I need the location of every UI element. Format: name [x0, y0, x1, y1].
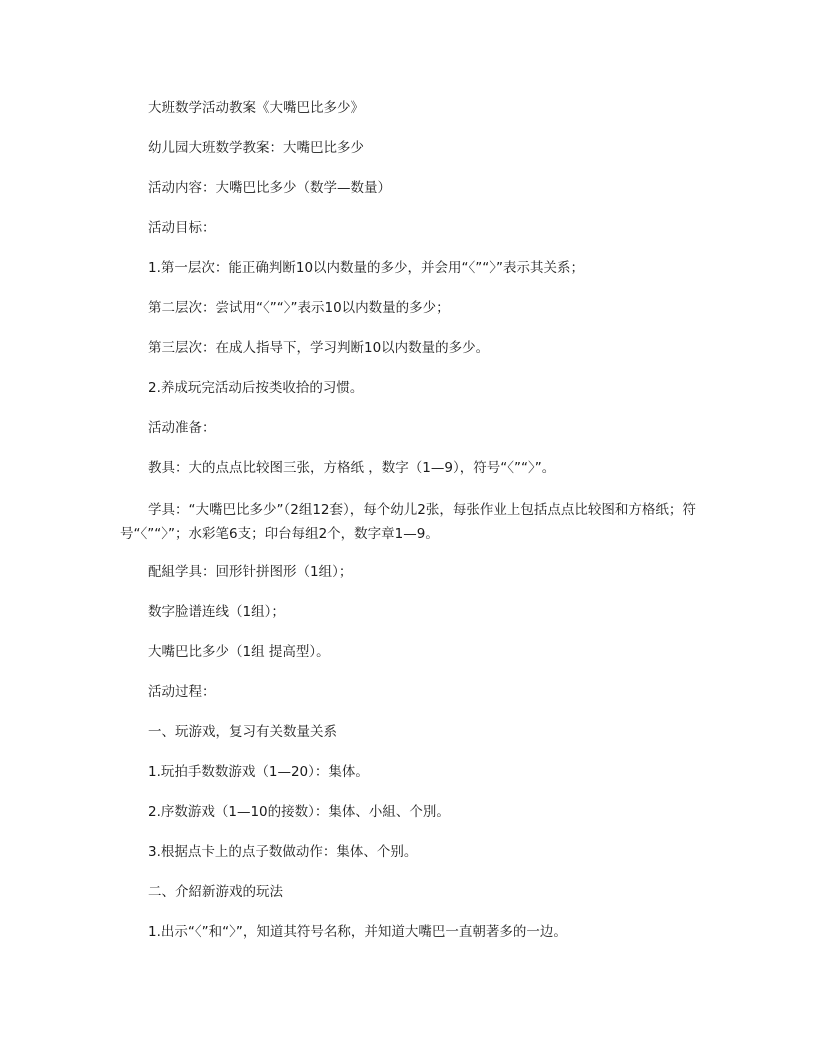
goal-level-two-paragraph: 第二层次：尝试用“〈”“〉”表示10以内数量的多少； [148, 300, 450, 316]
goal-level-one-paragraph: 1.第一层次：能正确判断10以内数量的多少，并会用“〈”“〉”表示其关系； [148, 260, 585, 276]
section-two-heading: 二、介紹新游戏的玩法 [148, 884, 283, 900]
teaching-aids-paragraph: 教具：大的点点比较图三张，方格纸 ，数字（1—9），符号“〈”“〉”。 [148, 460, 556, 476]
activity-goals-heading: 活动目标： [148, 220, 216, 236]
symbol-intro-paragraph: 1.出示“〈”和“〉”，知道其符号名称，并知道大嘴巴一直朝著多的一边。 [148, 924, 567, 940]
section-one-heading: 一、玩游戏，复习有关数量关系 [148, 724, 337, 740]
goal-habit-paragraph: 2.养成玩完活动后按类收拾的习惯。 [148, 380, 364, 396]
activity-process-heading: 活动过程： [148, 684, 216, 700]
activity-content-paragraph: 活动内容：大嘴巴比多少（数学—数量） [148, 180, 391, 196]
dot-card-paragraph: 3.根据点卡上的点子数做动作：集体、个别。 [148, 844, 418, 860]
goal-level-three-paragraph: 第三层次：在成人指导下，学习判断10以内数量的多少。 [148, 340, 490, 356]
number-face-paragraph: 数字脸谱连线（1组）； [148, 604, 285, 620]
document-title: 大班数学活动教案《大嘴巴比多少》 [148, 100, 364, 116]
preparation-heading: 活动准备： [148, 420, 216, 436]
group-materials-paragraph: 配組学具：回形针拼图形（1组）； [148, 564, 353, 580]
document-body [120, 98, 700, 962]
student-materials-paragraph: 学具：“大嘴巴比多少”（2组12套），每个幼儿2张，每张作业上包括点点比较图和方格纸；符号“〈”“〉”；水彩笔6支；印台每组2个，数字章1—9。 [120, 502, 696, 542]
big-mouth-advanced-paragraph: 大嘴巴比多少（1组 提高型）。 [148, 644, 330, 660]
clap-game-paragraph: 1.玩拍手数数游戏（1—20）：集体。 [148, 764, 369, 780]
ordinal-game-paragraph: 2.序数游戏（1—10的接数）：集体、小組、个別。 [148, 804, 450, 820]
subtitle-paragraph: 幼儿园大班数学教案：大嘴巴比多少 [148, 140, 364, 156]
